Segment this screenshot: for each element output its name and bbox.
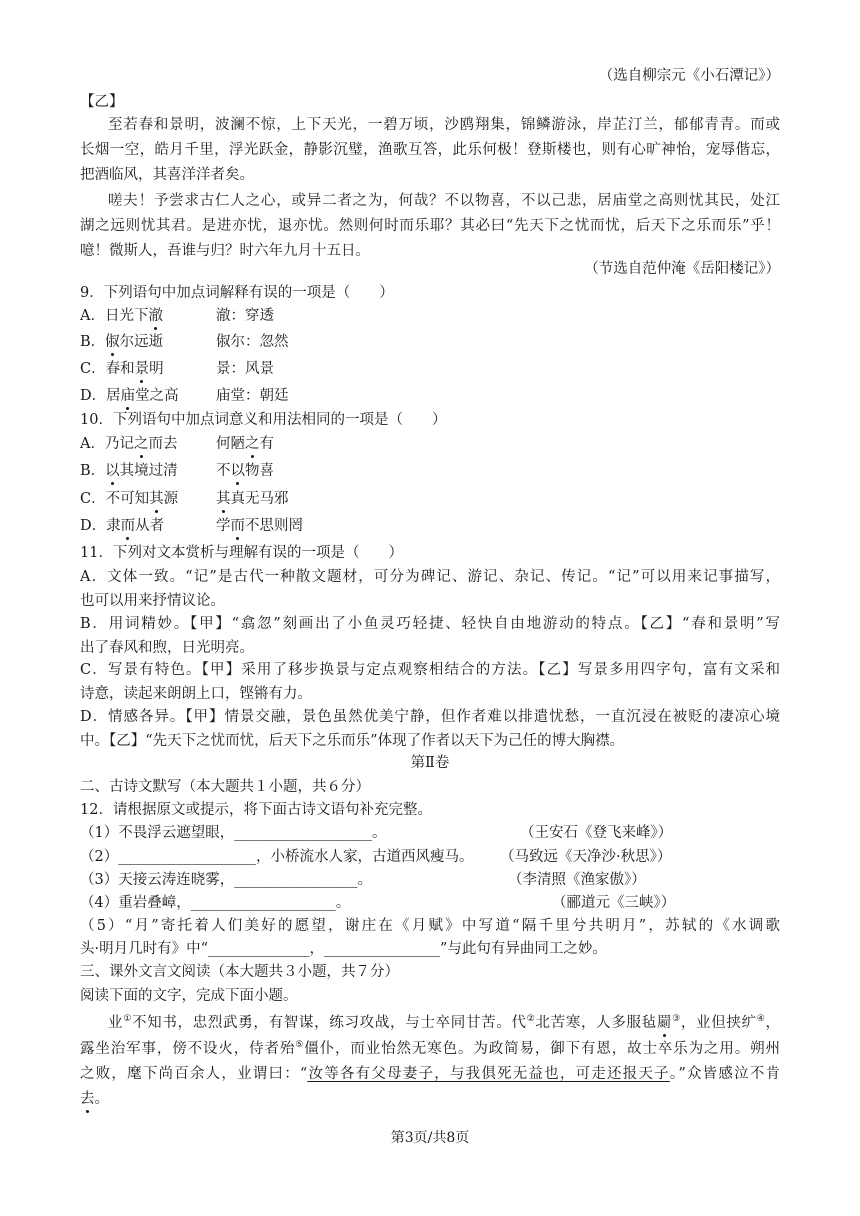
- fill-item-source: （郦道元《三峡》）: [552, 895, 676, 911]
- option-explanation: 景：风景: [216, 361, 274, 377]
- passage-line: 去。: [80, 1088, 780, 1110]
- question-9-option-b: B．俶尔远逝 俶尔：忽然: [80, 331, 780, 353]
- question-11-stem: 11．下列对文本赏析与理解有误的一项是（ ）: [80, 545, 403, 561]
- dotted-word: 其: [216, 488, 231, 510]
- source-citation-top: （选自柳宗元《小石潭记》）: [598, 68, 780, 84]
- option-explanation: 庙堂：朝廷: [216, 388, 289, 404]
- question-11-option-a: A．文体一致。“记”是古代一种散文题材，可分为碑记、游记、杂记、传记。“记”可以用来记事描写，: [80, 569, 780, 585]
- fill-item-5-cont: 头·明月几时有》中“______________，________________”与此句有异曲同工之妙。: [80, 941, 607, 957]
- question-11-option-b-cont: 出了春风和煦，日光明亮。: [80, 640, 254, 656]
- passage-yi-line: 湖之远则忧其君。是进亦忧，退亦忧。然则何时而乐耶？其必曰“先天下之忧而忧，后天下之乐而乐”乎！: [80, 218, 780, 234]
- question-9-stem: 9．下列语句中加点词解释有误的一项是（ ）: [80, 285, 394, 301]
- dotted-word: 而: [231, 515, 246, 537]
- question-12-stem: 12．请根据原文或提示，将下面古诗文语句补充完整。: [80, 802, 432, 818]
- question-10-option-b: B．以其境过清 不以物喜: [80, 460, 780, 482]
- dotted-word: 去: [80, 1088, 95, 1110]
- section-3-heading: 三、课外文言文阅读（本大题共３小题，共７分）: [80, 964, 399, 980]
- option-explanation: 澈：穿透: [216, 308, 274, 324]
- option-explanation: 俶尔：忽然: [216, 334, 289, 350]
- fill-item-4: （4）重岩叠嶂，____________________。 （郦道元《三峡》）: [80, 892, 780, 914]
- dotted-word: 之: [134, 433, 149, 455]
- passage-line: 之败，麾下尚百余人，业谓曰：“汝等各有父母妻子，与我俱死无益也，可走还报天子。”众皆感泣不肯: [80, 1066, 780, 1082]
- question-9-option-d: D．居庙堂之高 庙堂：朝廷: [80, 385, 780, 407]
- passage-yi-line: 长烟一空，皓月千里，浮光跃金，静影沉璧，渔歌互答，此乐何极！登斯楼也，则有心旷神怡，宠辱偕忘，: [80, 142, 780, 158]
- question-10-option-d: D．隶而从者 学而不思则罔: [80, 515, 780, 537]
- passage-yi-line: 至若春和景明，波澜不惊，上下天光，一碧万顷，沙鸥翔集，锦鳞游泳，岸芷汀兰，郁郁青青。而或: [108, 117, 780, 133]
- fill-item-3: （3）天接云涛连晓雾，_________________。 （李清照《渔家傲》）: [80, 869, 780, 891]
- question-9-option-c: C．春和景明 景：风景: [80, 358, 780, 380]
- dotted-word: 澈: [148, 305, 163, 327]
- passage-line: 露坐治军事，傍不设火，侍者殆⑤僵仆，而业怡然无寒色。为政简易，御下有恩，故士卒乐为之用。朔州: [80, 1040, 780, 1057]
- reading-instruction: 阅读下面的文字，完成下面小题。: [80, 988, 298, 1004]
- dotted-word: 以: [105, 460, 120, 482]
- dotted-word: 其: [149, 488, 164, 510]
- label-yi: 【乙】: [80, 94, 124, 110]
- question-10-option-c: C．不可知其源 其真无马邪: [80, 488, 780, 510]
- passage-yi-line: 噫！微斯人，吾谁与归？时六年九月十五日。: [80, 243, 370, 259]
- question-11-option-d-cont: 中。【乙】“先天下之忧而忧，后天下之乐而乐”体现了作者以天下为己任的博大胸襟。: [80, 733, 625, 749]
- passage-yi-line: 把酒临风，其喜洋洋者矣。: [80, 167, 254, 183]
- dotted-word: 而: [121, 515, 136, 537]
- dotted-word: 景: [135, 358, 150, 380]
- question-9-option-a: A．日光下澈 澈：穿透: [80, 305, 780, 327]
- question-11-option-c: C．写景有特色。【甲】采用了移步换景与定点观察相结合的方法。【乙】写景多用四字句，富有文采和: [80, 662, 780, 678]
- question-11-option-a-cont: 也可以用来抒情议论。: [80, 593, 225, 609]
- dotted-word: 以: [231, 460, 246, 482]
- fill-item-source: （李清照《渔家傲》）: [508, 872, 646, 888]
- section-2-heading: 二、古诗文默写（本大题共１小题，共６分）: [80, 779, 370, 795]
- question-11-option-b: B．用词精妙。【甲】“翕忽”刻画出了小鱼灵巧轻捷、轻快自由地游动的特点。【乙】“春和景明”写: [80, 616, 780, 632]
- question-10-stem: 10．下列语句中加点词意义和用法相同的一项是（ ）: [80, 412, 447, 428]
- fill-item-2: （2）___________________，小桥流水人家，古道西风瘦马。 （马致远《天净沙·秋思》）: [80, 846, 780, 868]
- question-11-option-c-cont: 诗意，读起来朗朗上口，铿锵有力。: [80, 686, 312, 702]
- fill-item-source: （马致远《天净沙·秋思》）: [500, 849, 672, 865]
- fill-item-1: （1）不畏浮云遮望眼，___________________。 （王安石《登飞来峰》）: [80, 822, 780, 844]
- volume-heading: 第Ⅱ卷: [410, 755, 450, 771]
- question-10-option-a: A．乃记之而去 何陋之有: [80, 433, 780, 455]
- passage-line: 业①不知书，忠烈武勇，有智谋，练习攻战，与士卒同甘苦。代②北苦寒，人多服毡罽③，业但挟纩④，: [108, 1012, 780, 1034]
- question-11-option-d: D．情感各异。【甲】情景交融，景色虽然优美宁静，但作者难以排遣忧愁，一直沉浸在被贬的凄凉心境: [80, 709, 780, 725]
- dotted-word: 俶: [105, 331, 120, 353]
- passage-yi-line: 嗟夫！予尝求古仁人之心，或异二者之为，何哉？不以物喜，不以己悲，居庙堂之高则忧其民，处江: [108, 193, 780, 209]
- dotted-word: 罽: [657, 1012, 672, 1034]
- dotted-word: 庙: [121, 385, 136, 407]
- fill-item-source: （王安石《登飞来峰》）: [520, 825, 673, 841]
- fill-item-5: （5）“月”寄托着人们美好的愿望，谢庄在《月赋》中写道“隔千里兮共明月”，苏轼的《水调歌: [80, 918, 780, 934]
- underlined-sentence: 汝等各有父母妻子，与我俱死无益也，可走还报天子: [307, 1066, 670, 1082]
- source-citation-yi: （节选自范仲淹《岳阳楼记》）: [584, 261, 780, 277]
- page-footer: 第3页/共8页: [390, 1130, 470, 1146]
- dotted-word: 之: [245, 433, 260, 455]
